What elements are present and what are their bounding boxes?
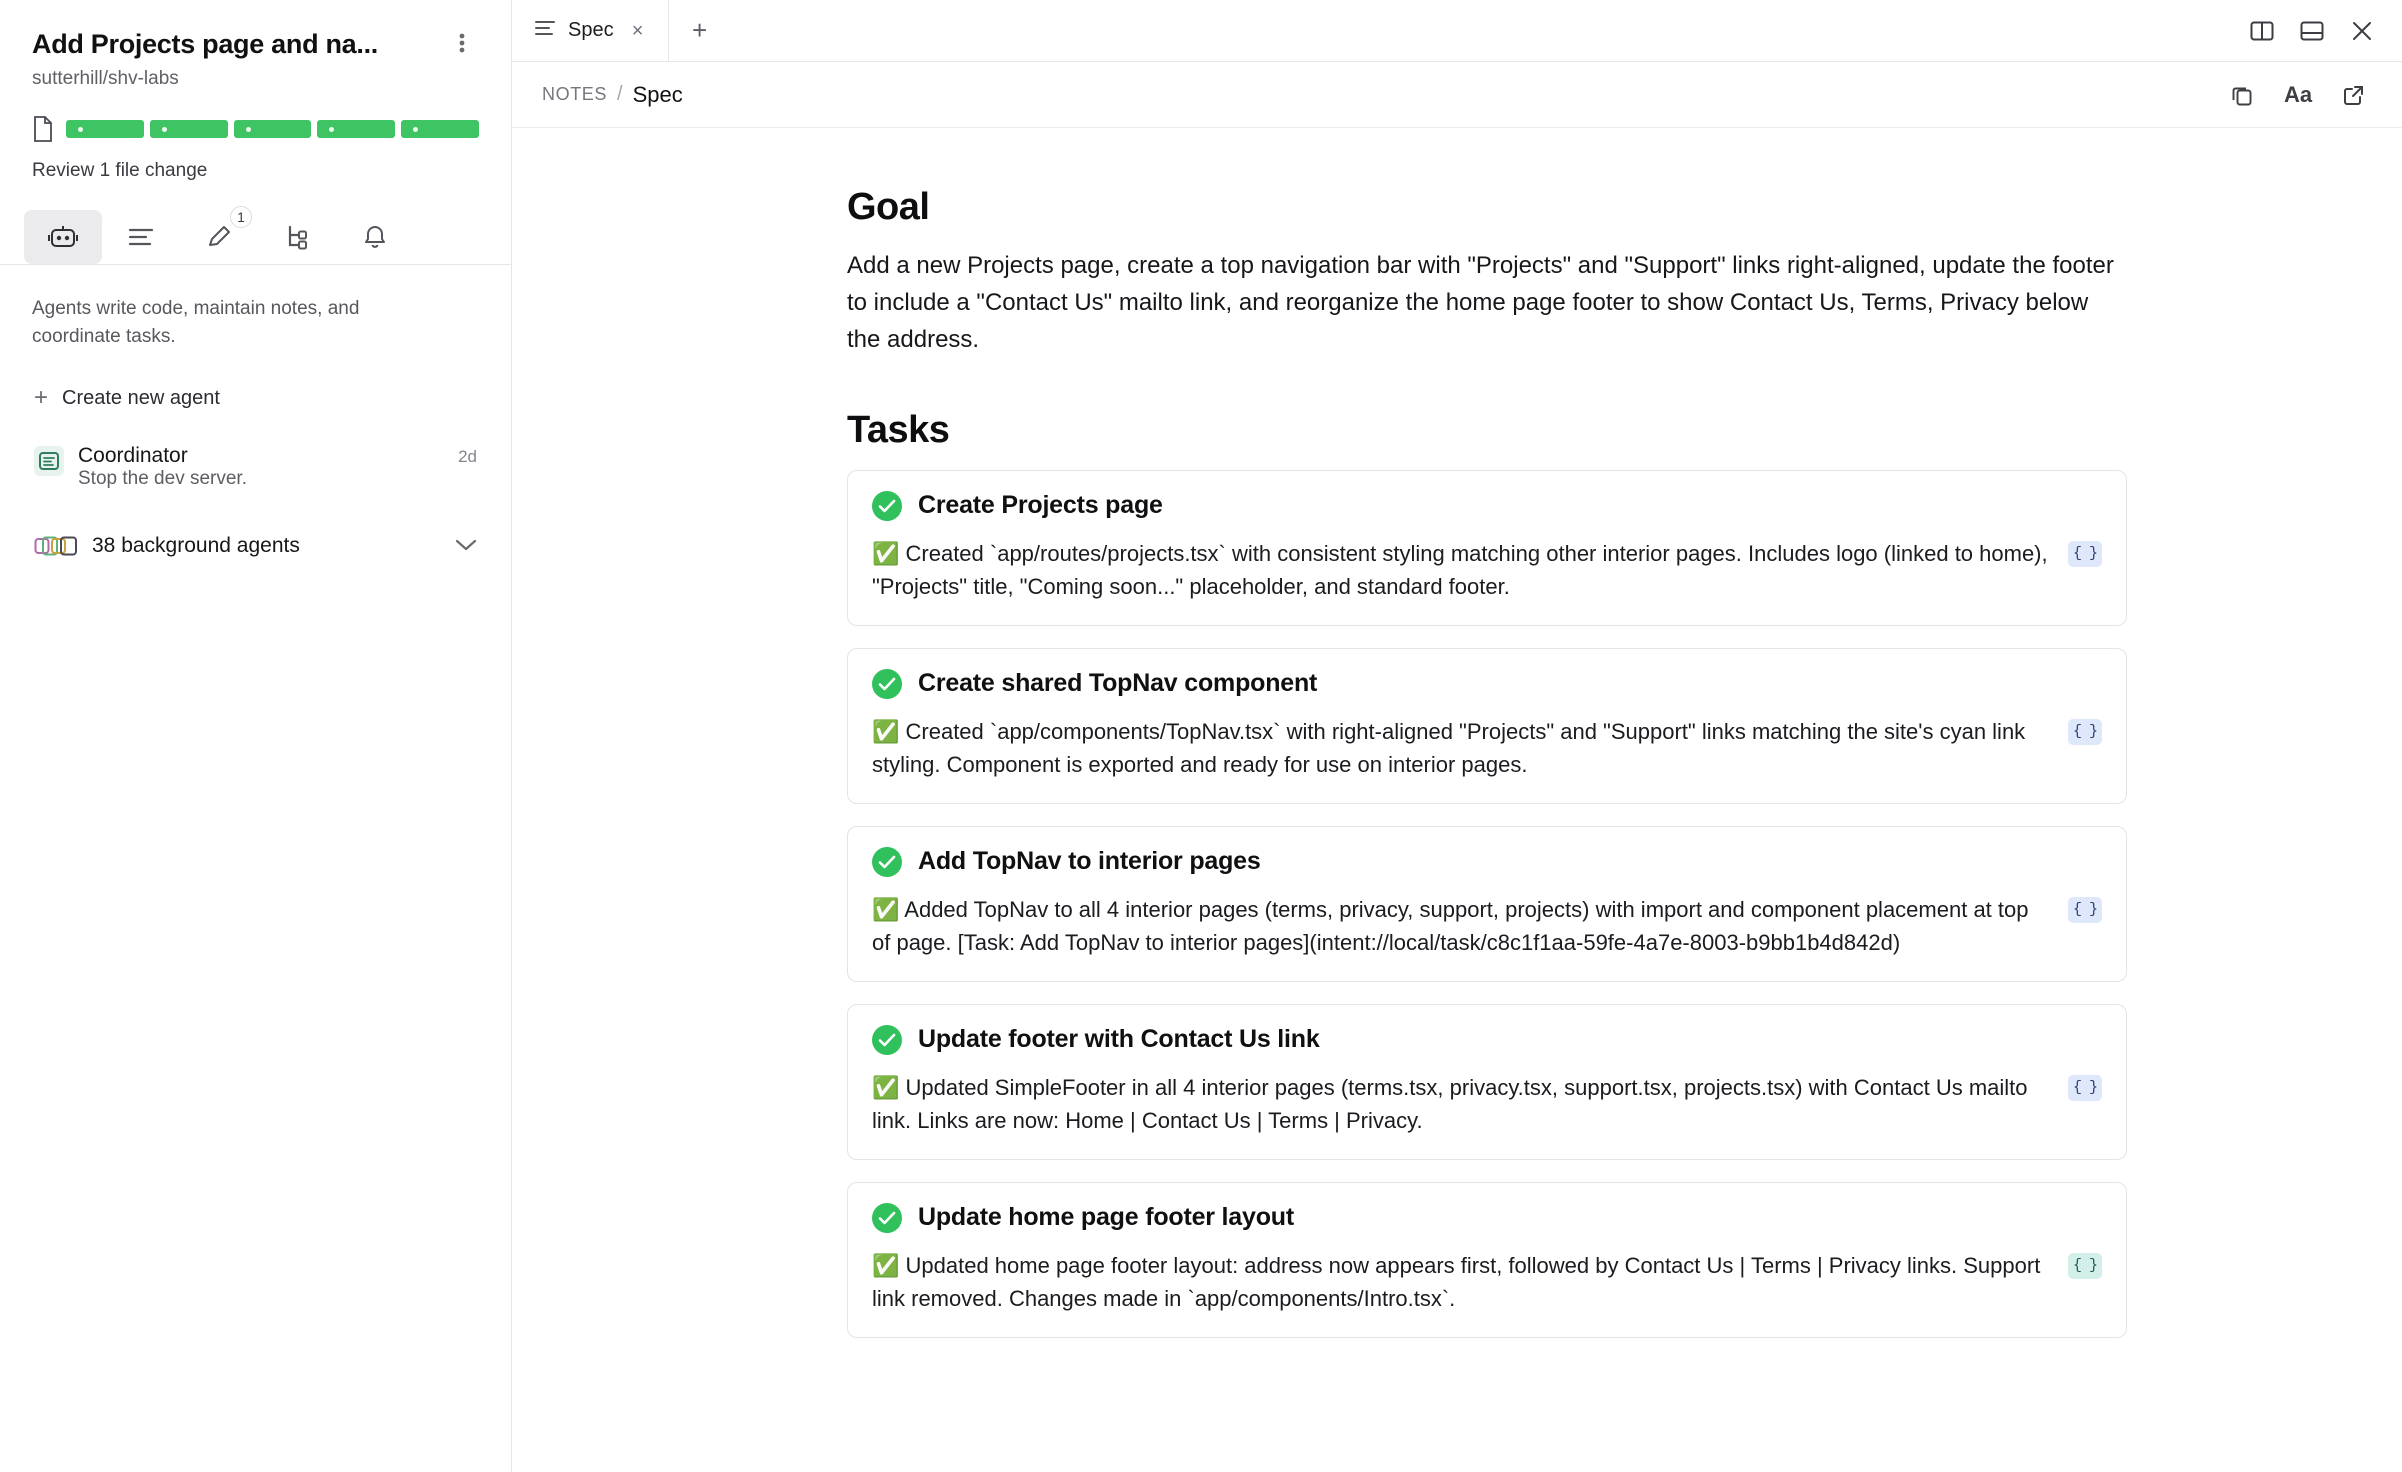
file-change-progress [32,116,479,142]
sidebar-tab-edits[interactable] [180,210,258,264]
code-snippet-chip[interactable]: { } [2068,897,2102,923]
more-options-button[interactable] [445,26,479,60]
check-circle-icon [872,847,902,877]
plus-icon: + [34,384,49,412]
task-card[interactable] [847,1182,2127,1338]
font-size-icon[interactable]: Aa [2283,81,2313,107]
pencil-icon [206,224,232,250]
page-title: Add Projects page and na... [32,29,378,59]
tab-spec-label: Spec [568,19,614,41]
task-description: ✅ Updated SimpleFooter in all 4 interior pages (terms.tsx, privacy.tsx, support.tsx, projects.tsx) with Contact Us mailto link. Links are now: Home | Contact Us | Terms | Privacy. [872,1074,2028,1133]
agent-stack-icon [34,534,78,558]
task-card[interactable] [847,1004,2127,1160]
pr-title-row [32,28,479,60]
task-card[interactable] [847,470,2127,626]
breadcrumb [512,62,2402,128]
tab-spec[interactable] [512,0,669,61]
create-new-agent-label: Create new agent [62,386,220,409]
progress-segment [150,120,228,138]
open-external-icon[interactable] [2334,75,2374,115]
background-agents-label: 38 background agents [92,534,300,558]
create-new-agent-button[interactable] [22,376,489,420]
agent-status-text: Stop the dev server. [78,468,247,490]
task-body [872,1249,2102,1315]
sidebar [0,0,512,1472]
goal-text: Add a new Projects page, create a top navigation bar with "Projects" and "Support" links right-aligned, update the footer to include a "Contact Us" mailto link, and reorganize the home page footer to show Contact Us, Terms, Privacy below the address. [847,252,2114,354]
edits-count-badge: 1 [230,206,252,228]
task-body [872,715,2102,781]
toggle-panel-icon[interactable] [2290,9,2334,53]
agent-list-item-coordinator[interactable] [22,434,489,500]
task-description: ✅ Created `app/components/TopNav.tsx` with right-aligned "Projects" and "Support" links matching the site's cyan link styling. Component is exported and ready for use on interior pages. [872,718,2026,777]
task-title: Update footer with Contact Us link [918,1025,1320,1054]
window-actions [2240,0,2402,61]
review-files-label[interactable]: Review 1 file change [32,160,208,182]
task-card[interactable] [847,826,2127,982]
progress-segment [401,120,479,138]
goal-heading: Goal [847,186,930,228]
agent-info [78,444,477,490]
agents-description: Agents write code, maintain notes, and coordinate tasks. [32,298,360,347]
copy-icon[interactable] [2222,75,2262,115]
doc-lines-icon [534,19,556,43]
editor-tabstrip [512,0,2402,62]
agent-timestamp: 2d [458,447,477,467]
document-body [677,128,2237,1400]
sidebar-tab-branches[interactable] [258,210,336,264]
sidebar-header [0,0,511,182]
task-header [872,491,2102,521]
task-description: ✅ Updated home page footer layout: address now appears first, followed by Contact Us | Terms | Privacy links. Support link removed. Changes made in `app/components/Intro.tsx`. [872,1252,2041,1311]
task-title: Add TopNav to interior pages [918,847,1261,876]
sidebar-tabbar [0,210,511,265]
background-agents-row[interactable] [22,524,489,568]
document-scroll-area[interactable] [512,128,2402,1472]
breadcrumb-separator: / [617,83,623,105]
progress-bars [66,120,479,138]
check-circle-icon [872,1025,902,1055]
task-title: Create shared TopNav component [918,669,1318,698]
sidebar-tab-agents[interactable] [24,210,102,264]
progress-segment [66,120,144,138]
tasks-heading: Tasks [847,408,950,451]
close-window-icon[interactable] [2340,9,2384,53]
task-description: ✅ Created `app/routes/projects.tsx` with consistent styling matching other interior pages. Includes logo (linked to home), "Projects" title, "Coming soon..." placeholder, and standard footer. [872,540,2048,599]
task-body [872,893,2102,959]
task-header [872,1025,2102,1055]
agent-name: Coordinator [78,444,188,468]
progress-segment [234,120,312,138]
new-tab-button[interactable]: + [692,15,708,45]
task-header [872,1203,2102,1233]
git-branch-icon [284,224,310,250]
file-icon [32,116,54,142]
code-snippet-chip[interactable]: { } [2068,541,2102,567]
task-card[interactable] [847,648,2127,804]
breadcrumb-current[interactable]: Spec [632,81,683,107]
breadcrumb-root[interactable]: NOTES [542,84,608,104]
agent-name-row [78,444,477,468]
sidebar-tab-notes[interactable] [102,210,180,264]
check-circle-icon [872,1203,902,1233]
check-circle-icon [872,669,902,699]
task-title: Create Projects page [918,491,1163,520]
tabstrip-spacer [731,0,2240,61]
breadcrumb-actions [2222,75,2374,115]
sidebar-tab-notifications[interactable] [336,210,414,264]
progress-segment [317,120,395,138]
lines-icon [127,226,155,248]
main-panel [512,0,2402,1472]
code-snippet-chip[interactable]: { } [2068,719,2102,745]
code-snippet-chip[interactable]: { } [2068,1075,2102,1101]
repo-name[interactable]: sutterhill/shv-labs [32,68,179,90]
chevron-down-icon[interactable] [455,536,477,557]
check-circle-icon [872,491,902,521]
task-header [872,669,2102,699]
split-pane-icon[interactable] [2240,9,2284,53]
code-snippet-chip[interactable]: { } [2068,1253,2102,1279]
task-header [872,847,2102,877]
kebab-icon [459,32,465,54]
task-title: Update home page footer layout [918,1203,1294,1232]
close-tab-button[interactable]: × [631,19,644,42]
task-body [872,537,2102,603]
agent-avatar-icon [34,446,64,476]
bell-icon [363,224,387,250]
task-body [872,1071,2102,1137]
task-description: ✅ Added TopNav to all 4 interior pages (terms, privacy, support, projects) with import and component placement at top of page. [Task: Add TopNav to interior pages](intent://local/task/c8c1f1aa-59fe-4a7e-8003-b9bb1b4d842d) [872,896,2029,955]
robot-icon [48,224,78,250]
